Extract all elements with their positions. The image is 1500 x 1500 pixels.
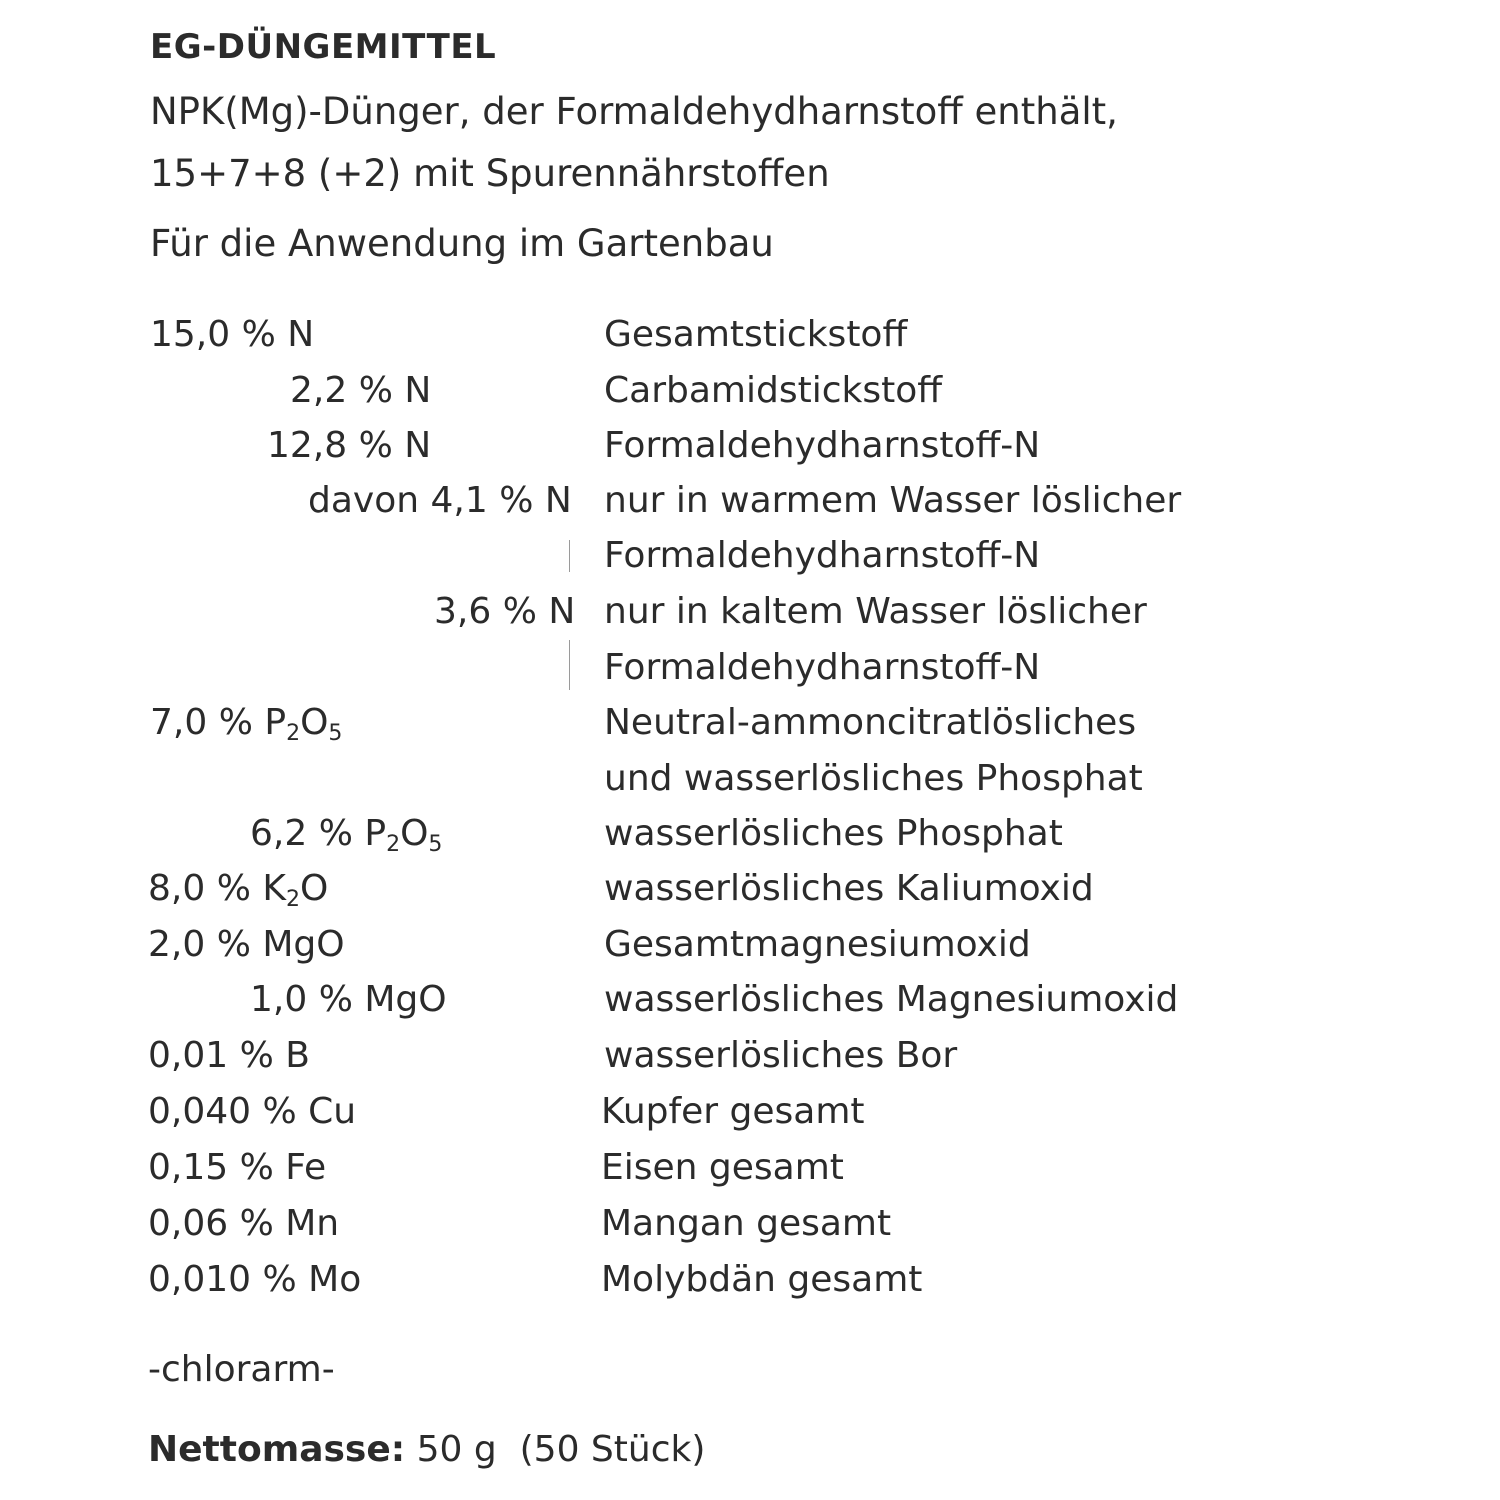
document-title: EG-DÜNGEMITTEL [150,27,497,67]
composition-row [0,1091,1500,1135]
description: wasserlösliches Kaliumoxid [604,868,1094,909]
composition-row [0,813,1500,857]
description: Molybdän gesamt [601,1259,923,1300]
net-mass-value: 50 g (50 Stück) [416,1429,706,1470]
amount: 7,0 % $P_2O_5$ [150,702,343,746]
composition-row [0,1035,1500,1079]
amount: davon 4,1 % N [308,480,572,521]
description: Eisen gesamt [601,1147,844,1188]
composition-row [0,702,1500,746]
composition-row [0,480,1500,524]
net-mass-label: Nettomasse: [148,1429,406,1470]
description: Carbamidstickstoff [604,370,943,411]
composition-row [0,425,1500,469]
amount: 6,2 % $P_2O_5$ [250,813,443,857]
description: Mangan gesamt [601,1203,892,1244]
description: wasserlösliches Phosphat [604,813,1063,854]
chlorine-note: -chlorarm- [148,1349,335,1390]
description: nur in kaltem Wasser löslicher [604,591,1147,632]
description-continuation: Formaldehydharnstoff-N [604,647,1041,688]
description: Kupfer gesamt [601,1091,865,1132]
amount: 0,06 % Mn [148,1203,340,1244]
amount: 0,040 % Cu [148,1091,357,1132]
description-continuation: Formaldehydharnstoff-N [604,535,1041,576]
description: Formaldehydharnstoff-N [604,425,1041,466]
amount: 0,010 % Mo [148,1259,362,1300]
amount: 12,8 % N [267,425,432,466]
composition-row [0,370,1500,414]
description: wasserlösliches Bor [604,1035,958,1076]
description: Gesamtmagnesiumoxid [604,924,1031,965]
composition-row [0,924,1500,968]
amount: 1,0 % MgO [250,979,447,1020]
product-formula-line: 15+7+8 (+2) mit Spurennährstoffen [150,152,830,195]
net-mass [148,1429,706,1470]
composition-row [0,868,1500,912]
description: nur in warmem Wasser löslicher [604,480,1182,521]
amount: 0,15 % Fe [148,1147,327,1188]
composition-row [0,979,1500,1023]
amount: 2,2 % N [290,370,432,411]
amount: 15,0 % N [150,314,315,355]
composition-row [0,1147,1500,1191]
composition-row-cont [0,647,1500,691]
amount: 8,0 % $K_2O$ [148,868,329,912]
composition-row-cont [0,758,1500,802]
product-type-line: NPK(Mg)-Dünger, der Formaldehydharnstoff enthält, [150,90,1118,133]
amount: 2,0 % MgO [148,924,345,965]
description-continuation: und wasserlösliches Phosphat [604,758,1143,799]
description: wasserlösliches Magnesiumoxid [604,979,1179,1020]
composition-row [0,314,1500,358]
composition-row [0,1259,1500,1303]
description: Gesamtstickstoff [604,314,908,355]
amount: 3,6 % N [434,591,576,632]
composition-row [0,1203,1500,1247]
amount: 0,01 % B [148,1035,310,1076]
description: Neutral-ammoncitratlösliches [604,702,1137,743]
composition-row-cont [0,535,1500,579]
composition-row [0,591,1500,635]
usage-line: Für die Anwendung im Gartenbau [150,222,774,265]
